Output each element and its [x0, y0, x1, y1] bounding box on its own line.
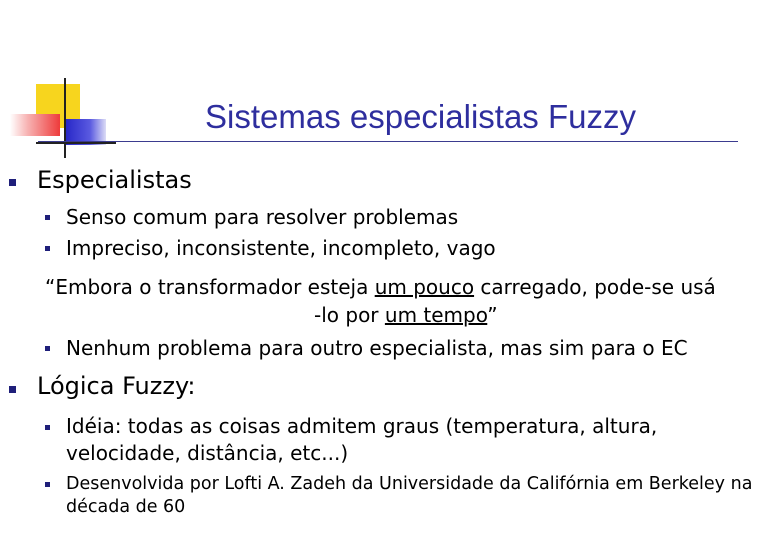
title-divider [38, 141, 738, 142]
quote-line-2 [314, 303, 498, 327]
bullet-icon [9, 386, 16, 393]
bullet-icon [45, 246, 50, 251]
sub-bullet-impreciso: Impreciso, inconsistente, incompleto, vago [66, 236, 496, 260]
quote-text: -lo por [314, 303, 385, 327]
quote-line-1 [45, 275, 716, 299]
sub-bullet-desenvolvida-line-1: Desenvolvida por Lofti A. Zadeh da Universidade da Califórnia em Berkeley na [66, 474, 753, 494]
bullet-icon [45, 346, 50, 351]
quote-underlined-text: um pouco [374, 275, 475, 299]
logo-vertical-line [64, 78, 66, 158]
bullet-icon [45, 425, 50, 430]
logo-horizontal-line [36, 142, 116, 144]
sub-bullet-desenvolvida-line-2: década de 60 [66, 497, 186, 517]
bullet-logica-fuzzy: Lógica Fuzzy: [37, 372, 196, 400]
sub-bullet-ideia-line-2: velocidade, distância, etc...) [66, 441, 349, 465]
sub-bullet-senso: Senso comum para resolver problemas [66, 205, 459, 229]
bullet-icon [45, 215, 50, 220]
bullet-icon [9, 179, 16, 186]
sub-bullet-ideia-line-1: Idéia: todas as coisas admitem graus (temperatura, altura, [66, 414, 658, 438]
quote-text: carregado, pode-se usá [474, 275, 716, 299]
bullet-icon [45, 482, 50, 487]
sub-bullet-nenhum: Nenhum problema para outro especialista, mas sim para o EC [66, 336, 688, 360]
quote-text: “Embora o transformador esteja [45, 275, 375, 299]
logo-red-bar [10, 114, 60, 136]
quote-underlined-text: um tempo [384, 303, 488, 327]
quote-text: ” [487, 303, 498, 327]
decorative-logo [0, 0, 120, 170]
bullet-especialistas: Especialistas [37, 166, 192, 194]
slide-title: Sistemas especialistas Fuzzy [205, 98, 636, 135]
